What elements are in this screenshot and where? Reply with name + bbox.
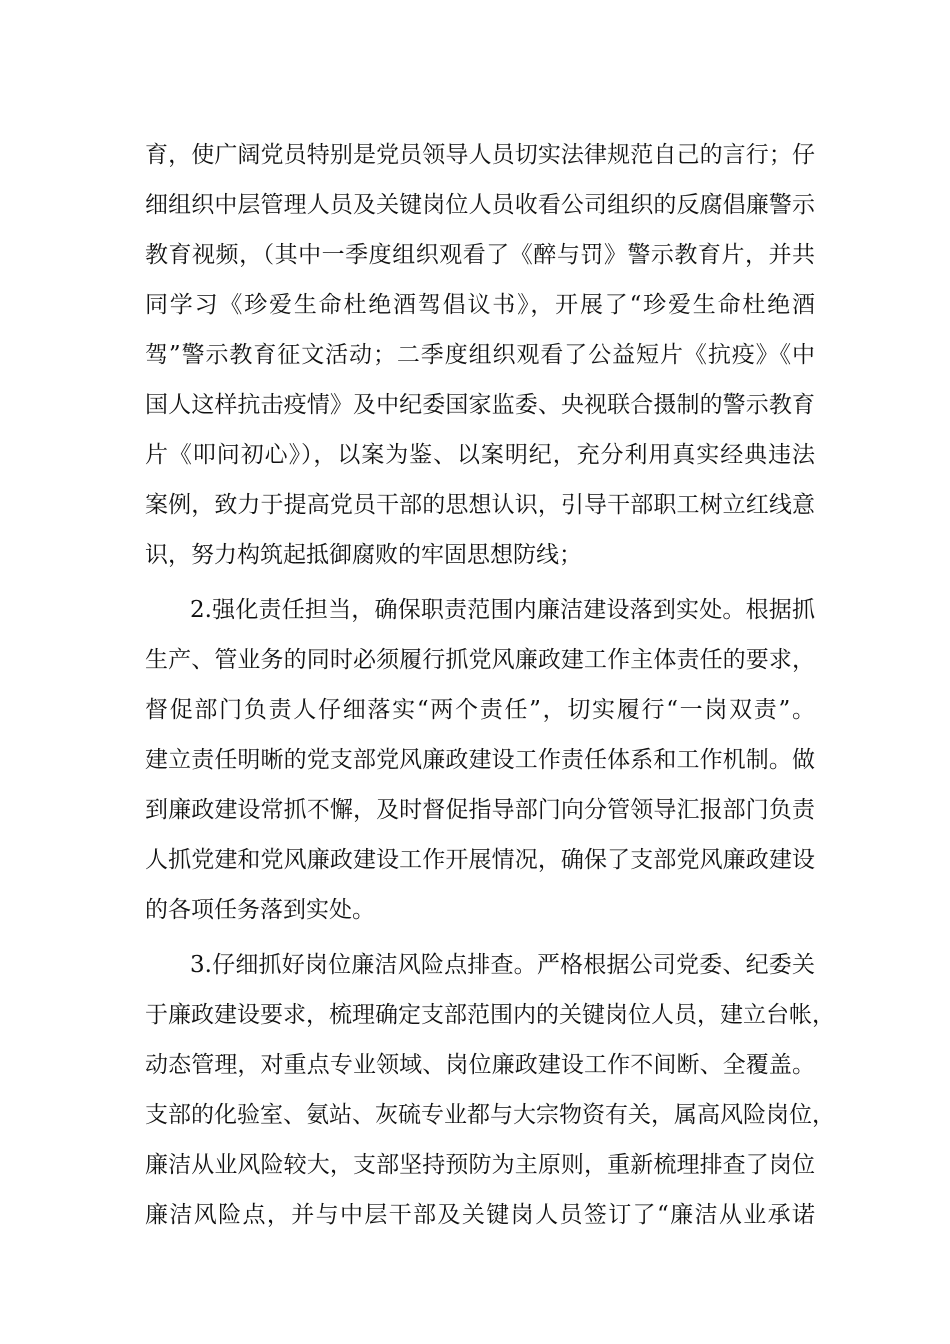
- paragraph-line: 支部的化验室、氨站、灰硫专业都与大宗物资有关，属高风险岗位，: [145, 1102, 835, 1128]
- paragraph-line: 案例，致力于提高党员干部的思想认识，引导干部职工树立红线意: [145, 492, 815, 518]
- paragraph-line: 识，努力构筑起抵御腐败的牢固思想防线；: [145, 542, 582, 568]
- paragraph-line: 动态管理，对重点专业领域、岗位廉政建设工作不间断、全覆盖。: [145, 1052, 815, 1078]
- paragraph-line: 国人这样抗击疫情》及中纪委国家监委、央视联合摄制的警示教育: [145, 392, 815, 418]
- paragraph-line: 驾”警示教育征文活动；二季度组织观看了公益短片《抗疫》《中: [145, 342, 815, 368]
- paragraph-line: 到廉政建设常抓不懈，及时督促指导部门向分管领导汇报部门负责: [145, 797, 815, 823]
- paragraph-line: 廉洁从业风险较大，支部坚持预防为主原则，重新梳理排查了岗位: [145, 1152, 815, 1178]
- paragraph-line: 细组织中层管理人员及关键岗位人员收看公司组织的反腐倡廉警示: [145, 192, 815, 218]
- paragraph-line: 的各项任务落到实处。: [145, 897, 375, 923]
- paragraph-line: 生产、管业务的同时必须履行抓党风廉政建工作主体责任的要求，: [145, 647, 815, 673]
- paragraph-line: 片《叩问初心》），以案为鉴、以案明纪，充分利用真实经典违法: [145, 442, 815, 468]
- paragraph-line: 人抓党建和党风廉政建设工作开展情况，确保了支部党风廉政建设: [145, 847, 815, 873]
- paragraph-line: 廉洁风险点，并与中层干部及关键岗人员签订了“廉洁从业承诺: [145, 1202, 815, 1228]
- paragraph-line: 2.强化责任担当，确保职责范围内廉洁建设落到实处。根据抓: [190, 597, 815, 623]
- paragraph-line: 同学习《珍爱生命杜绝酒驾倡议书》，开展了“珍爱生命杜绝酒: [145, 292, 815, 318]
- paragraph-line: 3.仔细抓好岗位廉洁风险点排查。严格根据公司党委、纪委关: [190, 952, 815, 978]
- paragraph-line: 于廉政建设要求，梳理确定支部范围内的关键岗位人员，建立台帐，: [145, 1002, 835, 1028]
- paragraph-line: 建立责任明晰的党支部党风廉政建设工作责任体系和工作机制。做: [145, 747, 815, 773]
- paragraph-line: 育，使广阔党员特别是党员领导人员切实法律规范自己的言行；仔: [145, 142, 815, 168]
- paragraph-line: 教育视频，（其中一季度组织观看了《醉与罚》警示教育片，并共: [145, 242, 815, 268]
- paragraph-line: 督促部门负责人仔细落实“两个责任”，切实履行“一岗双责”。: [145, 697, 815, 723]
